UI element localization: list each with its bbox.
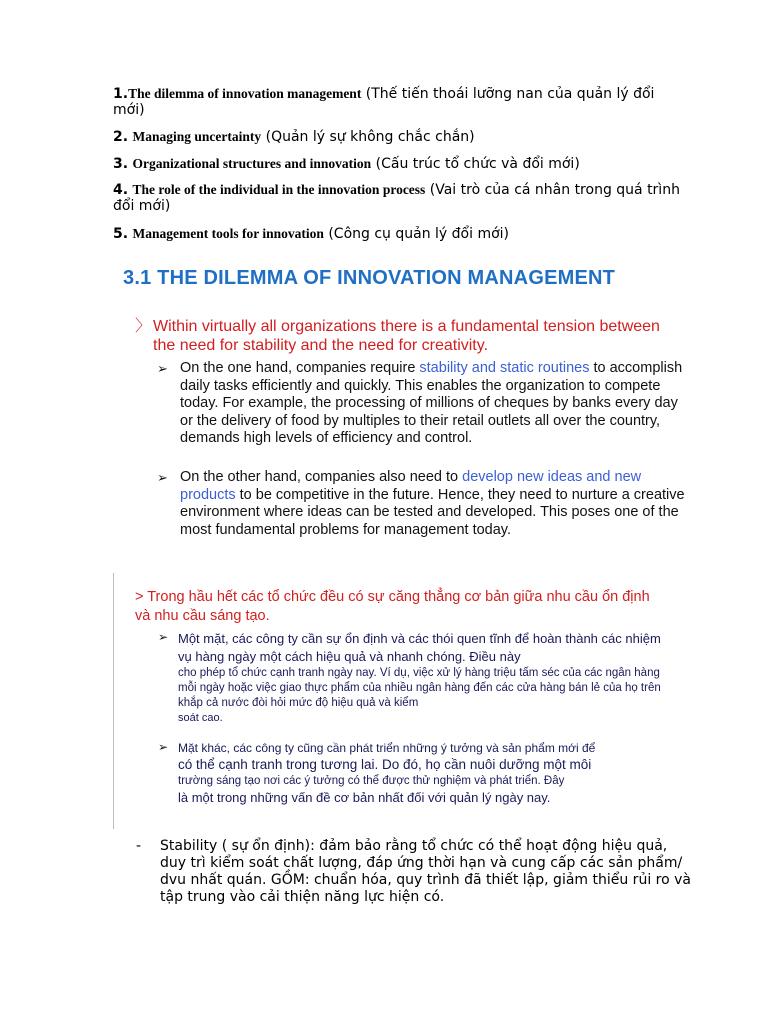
toc-item-1 <box>113 86 683 118</box>
bullet-highlight: stability and static routines <box>419 360 590 376</box>
bullet-text: là một trong những vấn đề cơ bản nhất đối với quản lý ngày nay. <box>178 790 551 805</box>
slide-title: 3.1 THE DILEMMA OF INNOVATION MANAGEMENT <box>123 267 616 289</box>
toc-title-vi: (Vai trò của cá nhân trong quá trình đổi mới) <box>113 182 680 214</box>
note-paragraph <box>136 838 696 906</box>
toc-title-en: Managing uncertainty <box>132 129 262 144</box>
toc-title-en: The role of the individual in the innovation process <box>132 182 426 197</box>
angle-bracket-icon: 〉 <box>135 318 152 335</box>
slide-bullet-2 <box>157 469 692 539</box>
toc-item-5 <box>113 226 683 242</box>
toc-title-en: Management tools for innovation <box>132 226 324 241</box>
toc-title-vi: (Thế tiến thoái lưỡng nan của quản lý đổi mới) <box>113 86 655 118</box>
bullet-text: On the one hand, companies require <box>180 360 420 376</box>
toc-title-vi: (Cấu trúc tổ chức và đổi mới) <box>375 156 580 172</box>
arrow-bullet-icon: ➢ <box>157 361 168 376</box>
bullet-text: Một mặt, các công ty cần sự ổn định và các thói quen tĩnh để hoàn thành các nhiệm vụ hàng ngày một cách hiệu quả và nhanh chóng. Điều này <box>178 631 661 664</box>
bullet-text: trường sáng tạo nơi các ý tưởng có thể được thử nghiệm và phát triển. Đây <box>178 775 565 787</box>
lead-text: Within virtually all organizations there is a fundamental tension between the need for stability and the need for creativity. <box>153 318 660 354</box>
toc-number: 1. <box>113 86 129 102</box>
toc-number: 5. <box>113 226 129 242</box>
toc-title-vi: (Quản lý sự không chắc chắn) <box>265 129 475 145</box>
toc-number: 4. <box>113 182 129 198</box>
toc-item-3 <box>113 156 683 172</box>
bullet-text: On the other hand, companies also need to <box>180 469 463 485</box>
toc-item-4 <box>113 182 683 214</box>
bullet-text: có thể cạnh tranh trong tương lai. Do đó, họ cần nuôi dưỡng một môi <box>178 757 592 772</box>
toc-number: 3. <box>113 156 129 172</box>
bullet-text: soát cao. <box>178 712 223 724</box>
slide-image-vietnamese <box>113 573 673 831</box>
slide-image-english <box>113 255 703 555</box>
bullet-highlight: develop new ideas and new products <box>180 469 642 503</box>
slide-bullet-vi-1 <box>158 630 668 725</box>
arrow-bullet-icon: ➢ <box>158 630 169 644</box>
toc-title-en: Organizational structures and innovation <box>132 156 372 171</box>
bullet-text: Mặt khác, các công ty cũng cần phát triển những ý tưởng và sản phẩm mới để <box>178 741 596 755</box>
slide-bullet-vi-2 <box>158 740 668 806</box>
toc-item-2 <box>113 129 683 145</box>
slide-bullet-1 <box>157 360 692 448</box>
image-border <box>113 573 114 829</box>
arrow-bullet-icon: ➢ <box>158 740 169 754</box>
bullet-text: to accomplish daily tasks efficiently and quickly. This enables the organization to compete today. For example, the processing of millions of cheques by banks every day or the delivery of food by multiples to their retail outlets all over the country, demands high levels of efficiency and control. <box>180 360 683 446</box>
note-text: Stability ( sự ổn định): đảm bảo rằng tổ chức có thể hoạt động hiệu quả, duy trì kiểm soát chất lượng, đáp ứng thời hạn và cung cấp các sản phẩm/ dvu nhất quán. GỒM: chuẩn hóa, quy trình đã thiết lập, giảm thiểu rủi ro và tập trung vào cải thiện năng lực hiện có. <box>160 838 691 905</box>
toc-title-vi: (Công cụ quản lý đổi mới) <box>328 226 510 242</box>
bullet-text: cho phép tổ chức cạnh tranh ngày nay. Ví dụ, việc xử lý hàng triệu tấm séc của các ngân hàng mỗi ngày hoặc việc giao thực phẩm của nhiều ngân hàng đến các cửa hàng bán lẻ của họ trên khắp cả nước đòi hỏi mức độ hiệu quả và kiểm <box>178 667 661 709</box>
arrow-bullet-icon: ➢ <box>157 470 168 485</box>
toc-title-en: The dilemma of innovation management <box>128 86 362 101</box>
toc-number: 2. <box>113 129 129 145</box>
bullet-text: to be competitive in the future. Hence, they need to nurture a creative environment where ideas can be tested and developed. This poses one of the most fundamental problems for management today. <box>180 486 685 538</box>
slide-lead-text <box>135 317 675 355</box>
slide-lead-text-vi: > Trong hầu hết các tổ chức đều có sự căng thẳng cơ bản giữa nhu cầu ổn định và nhu cầu sáng tạo. <box>135 589 650 624</box>
dash-bullet: - <box>136 838 142 854</box>
